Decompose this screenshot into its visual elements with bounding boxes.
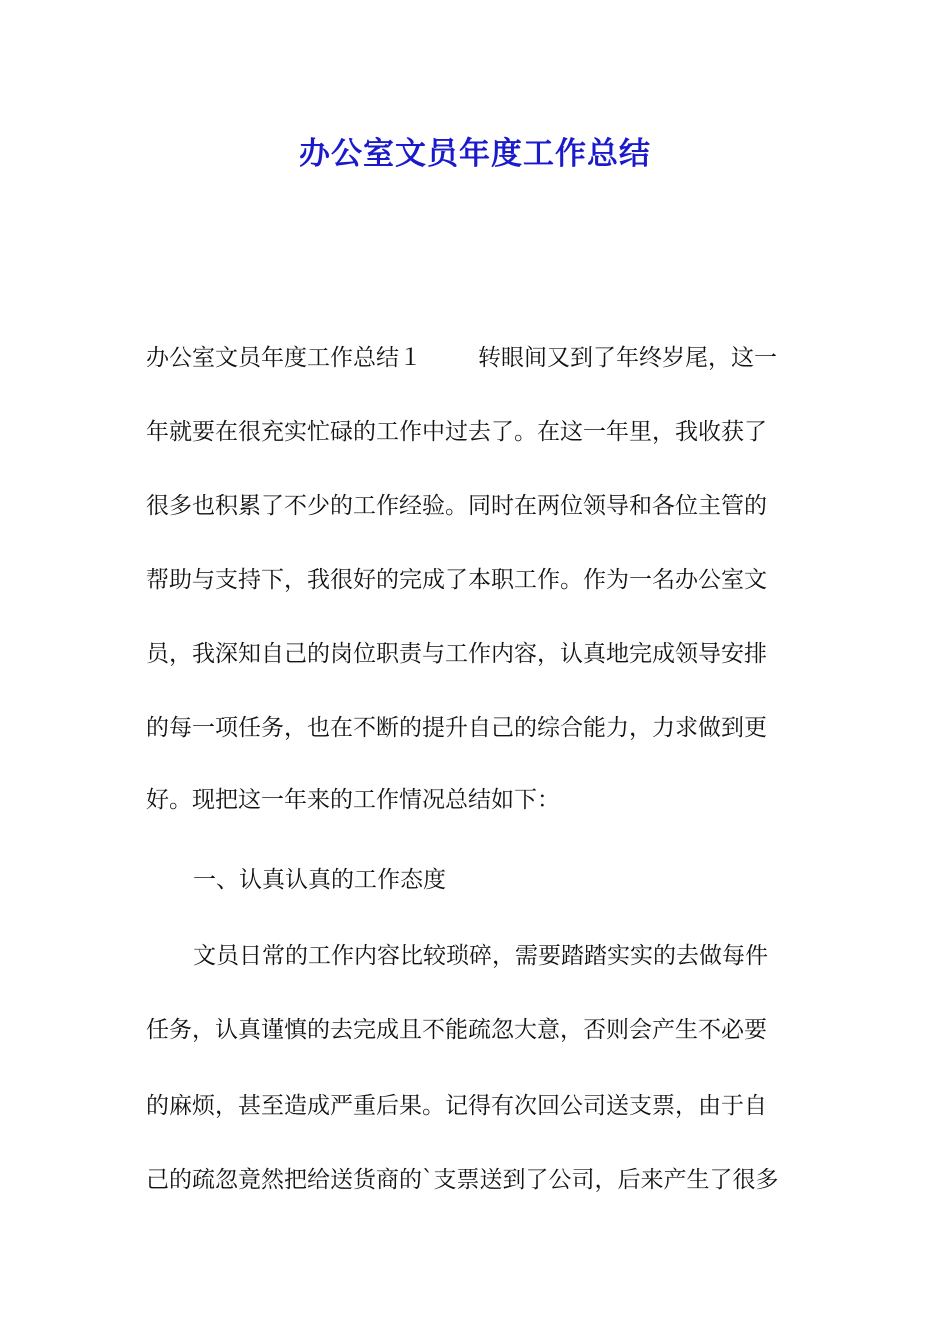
paragraph-line: 任务，认真谨慎的去完成且不能疏忽大意，否则会产生不必要 <box>146 1017 767 1043</box>
paragraph-line: 好。现把这一年来的工作情况总结如下： <box>146 787 560 813</box>
section-heading: 一、认真认真的工作态度 <box>193 867 446 893</box>
paragraph-line: 帮助与支持下，我很好的完成了本职工作。作为一名办公室文 <box>146 567 767 593</box>
paragraph-line: 年就要在很充实忙碌的工作中过去了。在这一年里，我收获了 <box>146 419 767 445</box>
intro-text: 转眼间又到了年终岁尾，这一 <box>478 345 777 371</box>
document-title: 办公室文员年度工作总结 <box>299 136 651 172</box>
paragraph-line: 的每一项任务，也在不断的提升自己的综合能力，力求做到更 <box>146 715 767 741</box>
intro-heading: 办公室文员年度工作总结１ <box>146 345 422 371</box>
paragraph-line: 文员日常的工作内容比较琐碎，需要踏踏实实的去做每件 <box>193 943 768 969</box>
paragraph-line: 员，我深知自己的岗位职责与工作内容，认真地完成领导安排 <box>146 641 767 667</box>
paragraph-line: 的麻烦，甚至造成严重后果。记得有次回公司送支票，由于自 <box>146 1093 767 1119</box>
paragraph-line: 很多也积累了不少的工作经验。同时在两位领导和各位主管的 <box>146 493 767 519</box>
paragraph-line <box>146 340 806 376</box>
paragraph-line: 己的疏忽竟然把给送货商的`支票送到了公司，后来产生了很多 <box>146 1167 779 1193</box>
